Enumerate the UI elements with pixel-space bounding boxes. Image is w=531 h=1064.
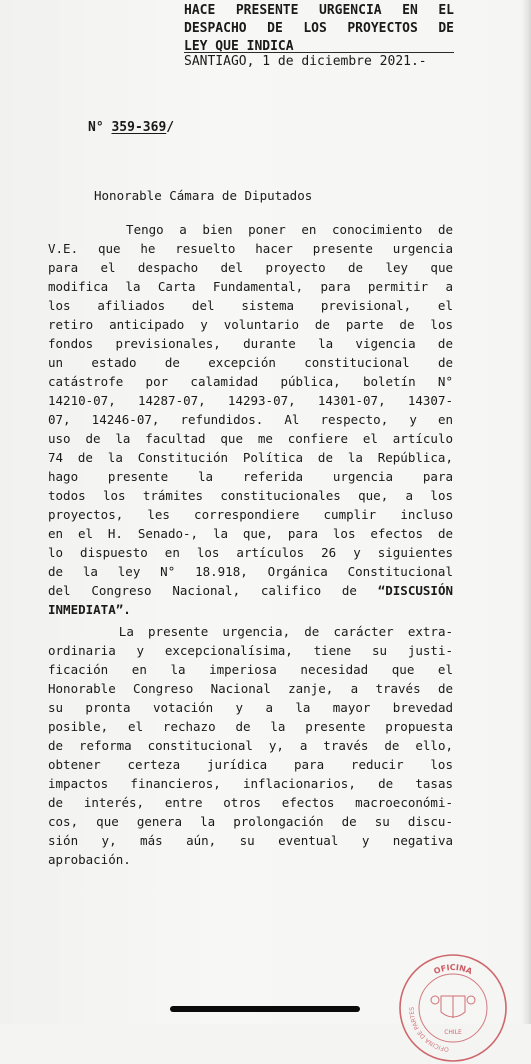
bold-term-start: “DISCUSIÓN xyxy=(377,583,453,598)
home-indicator-bar[interactable] xyxy=(170,1006,360,1012)
paragraph-1 xyxy=(48,220,453,619)
place-date: SANTIAGO, 1 de diciembre 2021.- xyxy=(184,52,454,71)
paragraph-line: ficación en la imperiosa necesidad que el xyxy=(48,662,453,677)
paragraph-line: Tengo a bien poner en conocimiento de xyxy=(48,222,453,237)
subject-line: LEY QUE INDICA xyxy=(184,39,294,54)
paragraph-line: uso de la facultad que me confiere el artículo xyxy=(48,431,453,446)
paragraph-line: 07, 14246-07, refundidos. Al respecto, y en xyxy=(48,412,453,427)
paragraph-line-last: aprobación. xyxy=(48,852,131,867)
number-value: 359-369 xyxy=(111,120,167,135)
paragraph-line: su pronta votación y a la mayor brevedad xyxy=(48,700,453,715)
paragraph-line: modifica la Carta Fundamental, para permitir a xyxy=(48,279,453,294)
paragraph-line-last xyxy=(48,600,453,619)
paragraph-line: proyectos, les correspondiere cumplir incluso xyxy=(48,507,453,522)
paragraph-line: catástrofe por calamidad pública, boletín N° xyxy=(48,374,453,389)
paragraph-line: V.E. que he resuelto hacer presente urgencia xyxy=(48,241,453,256)
closing-quote: ”. xyxy=(115,602,131,617)
paragraph-line: posible, el rechazo de la presente propuesta xyxy=(48,719,453,734)
paragraph-2 xyxy=(48,622,453,869)
paragraph-line: retiro anticipado y voluntario de parte de los xyxy=(48,317,453,332)
subject-line: HACE PRESENTE URGENCIA EN EL xyxy=(184,3,454,18)
paragraph-line: ordinaria y excepcionalísima, tiene su justi- xyxy=(48,643,453,658)
number-suffix: / xyxy=(166,120,175,135)
stamp-ring-text: OFICINA DE PARTES xyxy=(408,1006,450,1053)
paragraph-line: de reforma constitucional y, a través de ello, xyxy=(48,738,453,753)
office-stamp-seal xyxy=(397,952,509,1064)
paragraph-line: sión y, más aún, su eventual y negativa xyxy=(48,833,453,848)
paragraph-line: para el despacho del proyecto de ley que xyxy=(48,260,453,275)
paragraph-line: lo dispuesto en los artículos 26 y siguientes xyxy=(48,545,453,560)
paragraph-line: Honorable Congreso Nacional zanje, a través de xyxy=(48,681,453,696)
paragraph-line: La presente urgencia, de carácter extra- xyxy=(48,624,453,639)
subject-line: DESPACHO DE LOS PROYECTOS DE xyxy=(184,21,454,36)
stamp-middle-text: CHILE xyxy=(444,1029,462,1036)
paragraph-line-text: del Congreso Nacional, califico de xyxy=(48,583,357,598)
paragraph-line: los afiliados del sistema previsional, el xyxy=(48,298,453,313)
paragraph-line: un estado de excepción constitucional de xyxy=(48,355,453,370)
paragraph-line: 14210-07, 14287-07, 14293-07, 14301-07, 14307- xyxy=(48,393,453,408)
document-number xyxy=(88,119,174,137)
paragraph-line-with-bold xyxy=(48,581,453,600)
paragraph-line: de interés, entre otros efectos macroeconómi- xyxy=(48,795,453,810)
stamp-top-text: OFICINA xyxy=(432,962,474,977)
document-subject xyxy=(184,2,454,56)
paragraph-line: fondos previsionales, durante la vigencia de xyxy=(48,336,453,351)
coat-of-arms-icon xyxy=(431,996,475,1018)
paragraph-line: 74 de la Constitución Política de la República, xyxy=(48,450,453,465)
number-prefix: N° xyxy=(88,120,104,135)
paragraph-line: en el H. Senado-, la que, para los efectos de xyxy=(48,526,453,541)
paragraph-line: hago presente la referida urgencia para xyxy=(48,469,453,484)
paragraph-line: cos, que genera la prolongación de su discu- xyxy=(48,814,453,829)
page-edge-shadow xyxy=(521,0,531,1024)
paragraph-line: obtener certeza jurídica para reducir los xyxy=(48,757,453,772)
addressee: Honorable Cámara de Diputados xyxy=(94,188,313,203)
paragraph-line: de la ley N° 18.918, Orgánica Constitucional xyxy=(48,564,453,579)
paragraph-line: todos los trámites constitucionales que, a los xyxy=(48,488,453,503)
paragraph-line: impactos financieros, inflacionarios, de tasas xyxy=(48,776,453,791)
bold-term-end: INMEDIATA xyxy=(48,602,116,617)
